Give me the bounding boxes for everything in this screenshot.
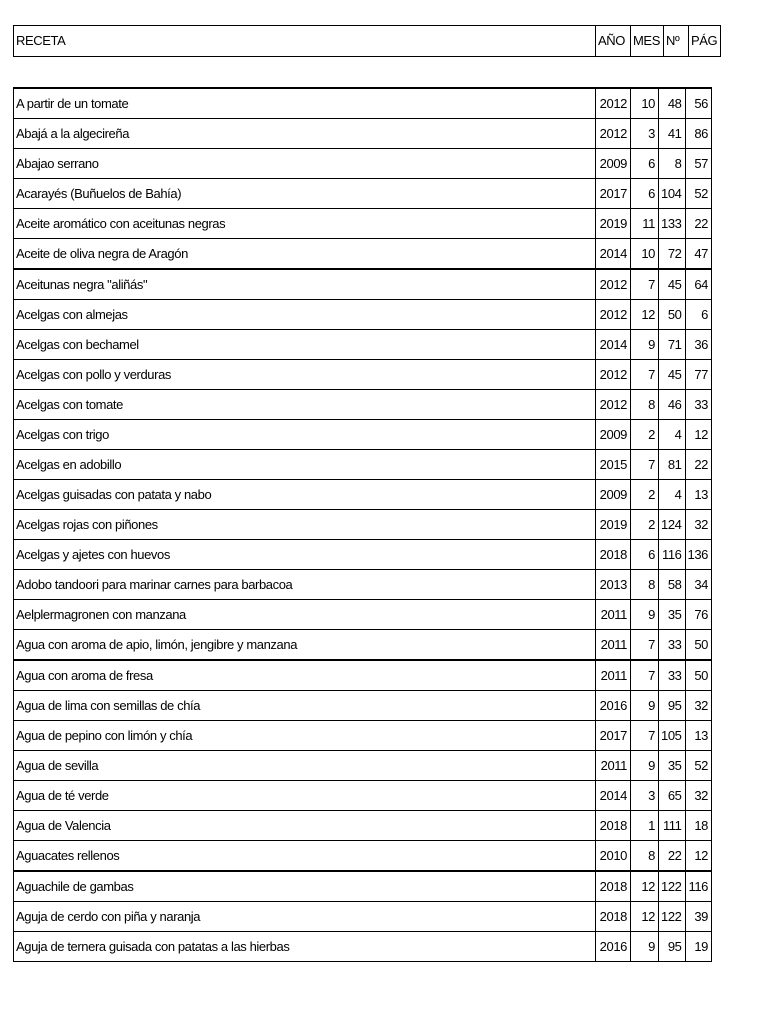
table-row [14, 902, 712, 932]
cell-mes: 11 [631, 209, 659, 239]
cell-num: 35 [659, 600, 686, 630]
header-table [13, 25, 721, 57]
cell-ano: 2010 [596, 841, 631, 872]
cell-mes: 3 [631, 781, 659, 811]
table-row [14, 269, 712, 300]
cell-mes: 7 [631, 269, 659, 300]
cell-mes: 12 [631, 902, 659, 932]
cell-pag: 39 [685, 902, 712, 932]
cell-num: 50 [659, 300, 686, 330]
cell-pag: 18 [685, 811, 712, 841]
cell-ano: 2009 [596, 420, 631, 450]
cell-mes: 7 [631, 660, 659, 691]
cell-ano: 2009 [596, 480, 631, 510]
cell-pag: 19 [685, 932, 712, 962]
cell-num: 65 [659, 781, 686, 811]
recipe-table [13, 87, 712, 962]
table-row [14, 811, 712, 841]
header-num: Nº [663, 26, 688, 57]
cell-mes: 7 [631, 360, 659, 390]
cell-num: 45 [659, 360, 686, 390]
table-row [14, 510, 712, 540]
table-row [14, 480, 712, 510]
cell-pag: 33 [685, 390, 712, 420]
cell-num: 122 [659, 871, 686, 902]
cell-num: 8 [659, 149, 686, 179]
cell-ano: 2012 [596, 88, 631, 119]
cell-num: 104 [659, 179, 686, 209]
table-row [14, 300, 712, 330]
cell-num: 33 [659, 660, 686, 691]
table-row [14, 721, 712, 751]
table-row [14, 871, 712, 902]
table-row [14, 751, 712, 781]
cell-receta: Abajao serrano [14, 149, 596, 179]
cell-pag: 50 [685, 660, 712, 691]
cell-mes: 7 [631, 630, 659, 661]
cell-pag: 47 [685, 239, 712, 270]
cell-receta: Aguja de ternera guisada con patatas a las hierbas [14, 932, 596, 962]
cell-pag: 32 [685, 691, 712, 721]
table-row [14, 540, 712, 570]
cell-mes: 9 [631, 330, 659, 360]
cell-mes: 12 [631, 871, 659, 902]
cell-mes: 12 [631, 300, 659, 330]
table-row [14, 420, 712, 450]
cell-receta: Agua con aroma de apio, limón, jengibre y manzana [14, 630, 596, 661]
cell-ano: 2014 [596, 330, 631, 360]
cell-mes: 7 [631, 450, 659, 480]
table-row [14, 119, 712, 149]
cell-pag: 22 [685, 450, 712, 480]
cell-num: 58 [659, 570, 686, 600]
table-row [14, 209, 712, 239]
cell-ano: 2009 [596, 149, 631, 179]
cell-mes: 2 [631, 480, 659, 510]
cell-ano: 2012 [596, 390, 631, 420]
cell-num: 124 [659, 510, 686, 540]
cell-pag: 36 [685, 330, 712, 360]
cell-receta: Acelgas guisadas con patata y nabo [14, 480, 596, 510]
cell-mes: 2 [631, 420, 659, 450]
cell-ano: 2014 [596, 239, 631, 270]
cell-pag: 52 [685, 751, 712, 781]
cell-ano: 2019 [596, 510, 631, 540]
header-ano: AÑO [596, 26, 631, 57]
cell-pag: 32 [685, 781, 712, 811]
cell-pag: 52 [685, 179, 712, 209]
cell-num: 46 [659, 390, 686, 420]
cell-ano: 2011 [596, 630, 631, 661]
cell-num: 133 [659, 209, 686, 239]
cell-ano: 2012 [596, 360, 631, 390]
cell-num: 105 [659, 721, 686, 751]
cell-ano: 2015 [596, 450, 631, 480]
cell-pag: 56 [685, 88, 712, 119]
cell-receta: Agua de té verde [14, 781, 596, 811]
cell-receta: Agua de sevilla [14, 751, 596, 781]
cell-ano: 2012 [596, 119, 631, 149]
cell-receta: Acelgas con trigo [14, 420, 596, 450]
cell-pag: 22 [685, 209, 712, 239]
cell-receta: Acelgas con almejas [14, 300, 596, 330]
table-row [14, 88, 712, 119]
table-row [14, 570, 712, 600]
cell-num: 95 [659, 691, 686, 721]
cell-mes: 8 [631, 841, 659, 872]
cell-pag: 32 [685, 510, 712, 540]
cell-pag: 136 [685, 540, 712, 570]
table-row [14, 841, 712, 872]
cell-ano: 2019 [596, 209, 631, 239]
cell-pag: 13 [685, 721, 712, 751]
cell-num: 72 [659, 239, 686, 270]
cell-receta: Adobo tandoori para marinar carnes para barbacoa [14, 570, 596, 600]
cell-receta: Acelgas rojas con piñones [14, 510, 596, 540]
cell-mes: 8 [631, 390, 659, 420]
cell-num: 33 [659, 630, 686, 661]
cell-pag: 116 [685, 871, 712, 902]
cell-mes: 9 [631, 751, 659, 781]
cell-mes: 9 [631, 932, 659, 962]
cell-ano: 2016 [596, 932, 631, 962]
header-mes: MES [631, 26, 664, 57]
cell-pag: 86 [685, 119, 712, 149]
cell-ano: 2011 [596, 751, 631, 781]
cell-receta: Agua con aroma de fresa [14, 660, 596, 691]
cell-num: 41 [659, 119, 686, 149]
cell-mes: 6 [631, 540, 659, 570]
cell-ano: 2018 [596, 540, 631, 570]
cell-receta: Acelgas con pollo y verduras [14, 360, 596, 390]
cell-receta: Agua de pepino con limón y chía [14, 721, 596, 751]
cell-pag: 57 [685, 149, 712, 179]
cell-mes: 6 [631, 149, 659, 179]
cell-ano: 2018 [596, 811, 631, 841]
cell-receta: Aelplermagronen con manzana [14, 600, 596, 630]
cell-receta: Abajá a la algecireña [14, 119, 596, 149]
cell-receta: Acelgas con tomate [14, 390, 596, 420]
header-row [14, 26, 721, 57]
table-row [14, 390, 712, 420]
cell-ano: 2011 [596, 600, 631, 630]
table-row [14, 360, 712, 390]
cell-ano: 2017 [596, 721, 631, 751]
cell-mes: 1 [631, 811, 659, 841]
cell-ano: 2018 [596, 902, 631, 932]
cell-mes: 9 [631, 600, 659, 630]
table-row [14, 932, 712, 962]
cell-mes: 3 [631, 119, 659, 149]
cell-num: 81 [659, 450, 686, 480]
cell-num: 71 [659, 330, 686, 360]
cell-receta: Aceite aromático con aceitunas negras [14, 209, 596, 239]
header-pag: PÁG [688, 26, 720, 57]
table-row [14, 330, 712, 360]
cell-pag: 6 [685, 300, 712, 330]
cell-ano: 2012 [596, 300, 631, 330]
cell-num: 116 [659, 540, 686, 570]
cell-num: 35 [659, 751, 686, 781]
cell-receta: A partir de un tomate [14, 88, 596, 119]
cell-num: 122 [659, 902, 686, 932]
cell-mes: 2 [631, 510, 659, 540]
cell-receta: Aguja de cerdo con piña y naranja [14, 902, 596, 932]
cell-pag: 34 [685, 570, 712, 600]
cell-num: 111 [659, 811, 686, 841]
table-row [14, 660, 712, 691]
cell-num: 4 [659, 480, 686, 510]
cell-receta: Aguacates rellenos [14, 841, 596, 872]
cell-mes: 9 [631, 691, 659, 721]
cell-pag: 13 [685, 480, 712, 510]
cell-ano: 2012 [596, 269, 631, 300]
cell-ano: 2018 [596, 871, 631, 902]
cell-pag: 64 [685, 269, 712, 300]
table-row [14, 781, 712, 811]
cell-mes: 6 [631, 179, 659, 209]
cell-pag: 12 [685, 420, 712, 450]
cell-num: 95 [659, 932, 686, 962]
table-row [14, 149, 712, 179]
cell-mes: 8 [631, 570, 659, 600]
cell-num: 48 [659, 88, 686, 119]
cell-mes: 10 [631, 239, 659, 270]
table-row [14, 239, 712, 270]
table-row [14, 600, 712, 630]
cell-ano: 2014 [596, 781, 631, 811]
cell-receta: Aceitunas negra "aliñás" [14, 269, 596, 300]
cell-receta: Acarayés (Buñuelos de Bahía) [14, 179, 596, 209]
table-row [14, 691, 712, 721]
cell-pag: 50 [685, 630, 712, 661]
cell-num: 4 [659, 420, 686, 450]
cell-pag: 77 [685, 360, 712, 390]
cell-pag: 76 [685, 600, 712, 630]
table-row [14, 450, 712, 480]
cell-receta: Agua de lima con semillas de chía [14, 691, 596, 721]
cell-receta: Aguachile de gambas [14, 871, 596, 902]
header-receta: RECETA [14, 26, 596, 57]
table-row [14, 630, 712, 661]
cell-mes: 7 [631, 721, 659, 751]
cell-receta: Acelgas y ajetes con huevos [14, 540, 596, 570]
cell-num: 45 [659, 269, 686, 300]
cell-pag: 12 [685, 841, 712, 872]
cell-receta: Agua de Valencia [14, 811, 596, 841]
cell-ano: 2013 [596, 570, 631, 600]
cell-ano: 2016 [596, 691, 631, 721]
cell-receta: Acelgas en adobillo [14, 450, 596, 480]
cell-receta: Acelgas con bechamel [14, 330, 596, 360]
cell-mes: 10 [631, 88, 659, 119]
cell-receta: Aceite de oliva negra de Aragón [14, 239, 596, 270]
cell-ano: 2017 [596, 179, 631, 209]
cell-num: 22 [659, 841, 686, 872]
table-row [14, 179, 712, 209]
cell-ano: 2011 [596, 660, 631, 691]
